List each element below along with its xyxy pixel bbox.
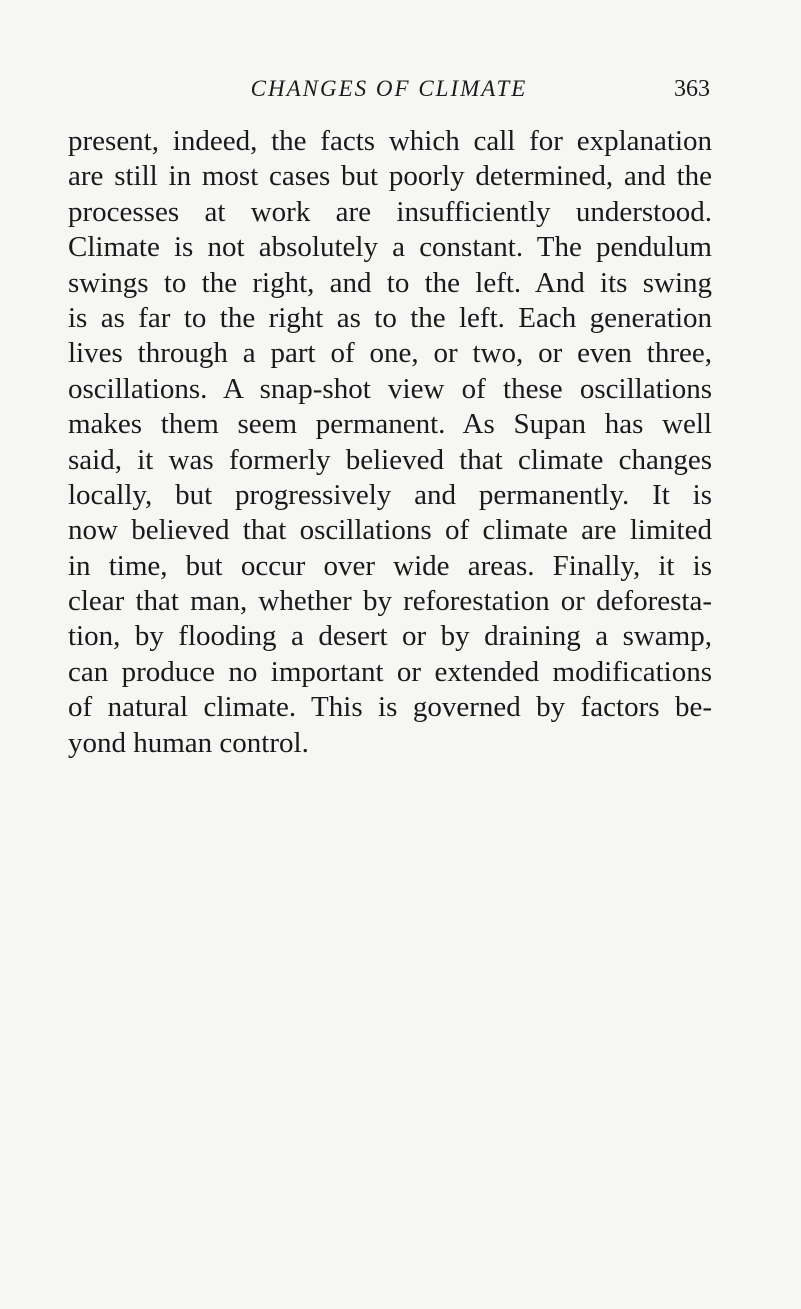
text-line: tion, by flooding a desert or by draining a swamp, [68,620,712,653]
running-head [68,72,710,106]
text-line: in time, but occur over wide areas. Finally, it is [68,549,712,582]
text-line: are still in most cases but poorly determined, and the [68,160,712,193]
text-line: now believed that oscillations of climate are limited [68,514,712,547]
text-line: Climate is not absolutely a constant. The pendulum [68,231,712,264]
text-line: swings to the right, and to the left. And its swing [68,266,712,299]
text-line: lives through a part of one, or two, or even three, [68,337,712,370]
text-line: yond human control. [68,726,309,759]
text-line: can produce no important or extended modifications [68,655,712,688]
text-line: is as far to the right as to the left. Each generation [68,301,712,334]
body-paragraph [68,124,712,761]
text-line: processes at work are insufficiently understood. [68,195,712,228]
text-line: oscillations. A snap-shot view of these oscillations [68,372,712,405]
text-line: said, it was formerly believed that climate changes [68,443,712,476]
page-number: 363 [674,76,710,102]
text-line: makes them seem permanent. As Supan has well [68,408,712,441]
text-line: locally, but progressively and permanently. It is [68,478,712,511]
text-line: clear that man, whether by reforestation or deforesta- [68,585,712,618]
text-line: of natural climate. This is governed by factors be- [68,691,712,724]
text-line: present, indeed, the facts which call for explanation [68,125,712,157]
chapter-title: CHANGES OF CLIMATE [250,76,528,101]
